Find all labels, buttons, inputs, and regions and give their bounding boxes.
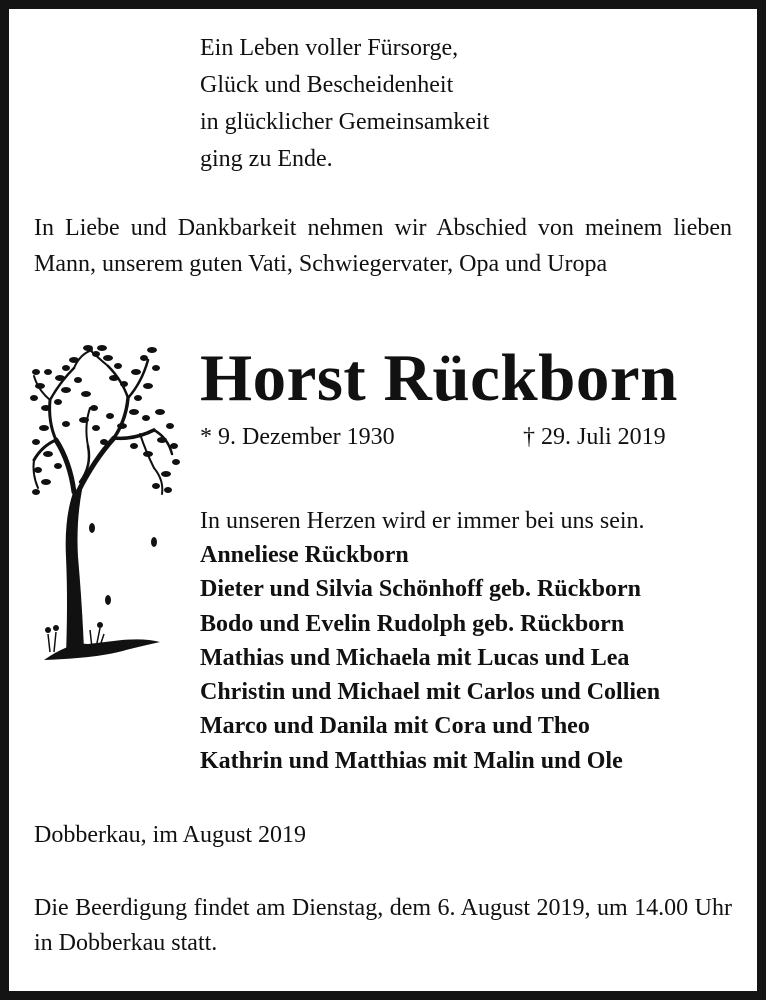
poem-line: Ein Leben voller Fürsorge, — [200, 35, 459, 61]
mourner-entry: Anneliese Rückborn — [200, 542, 409, 568]
tree-silhouette-icon — [30, 342, 180, 664]
deceased-name: Horst Rückborn — [200, 341, 678, 415]
poem-line: ging zu Ende. — [200, 146, 333, 172]
poem-line: Glück und Bescheidenheit — [200, 72, 454, 98]
funeral-info: Die Beerdigung findet am Dienstag, dem 6. August 2019, um 14.00 Uhr in Dobberkau statt. — [34, 895, 732, 956]
mourner-entry: Christin und Michael mit Carlos und Collien — [200, 679, 661, 706]
death-date: † 29. Juli 2019 — [523, 424, 666, 450]
mourner-entry: Kathrin und Matthias mit Malin und Ole — [200, 747, 623, 774]
place-and-date: Dobberkau, im August 2019 — [34, 822, 306, 848]
mourner-entry: Mathias und Michaela mit Lucas und Lea — [200, 644, 630, 671]
mourner-entry: Dieter und Silvia Schönhoff geb. Rückborn — [200, 576, 641, 603]
mourner-entry: Bodo und Evelin Rudolph geb. Rückborn — [200, 610, 625, 637]
poem-line: in glücklicher Gemeinsamkeit — [200, 109, 490, 135]
birth-date: * 9. Dezember 1930 — [200, 424, 395, 450]
memorial-poem — [200, 30, 489, 178]
mourner-entry: Marco und Danila mit Cora und Theo — [200, 713, 590, 740]
farewell-text: In Liebe und Dankbarkeit nehmen wir Abschied von meinem lieben Mann, unserem guten Vati, Schwiegervater, Opa und Uropa — [34, 215, 732, 277]
mourners-list — [200, 538, 660, 778]
remembrance-line: In unseren Herzen wird er immer bei uns sein. — [200, 508, 645, 534]
